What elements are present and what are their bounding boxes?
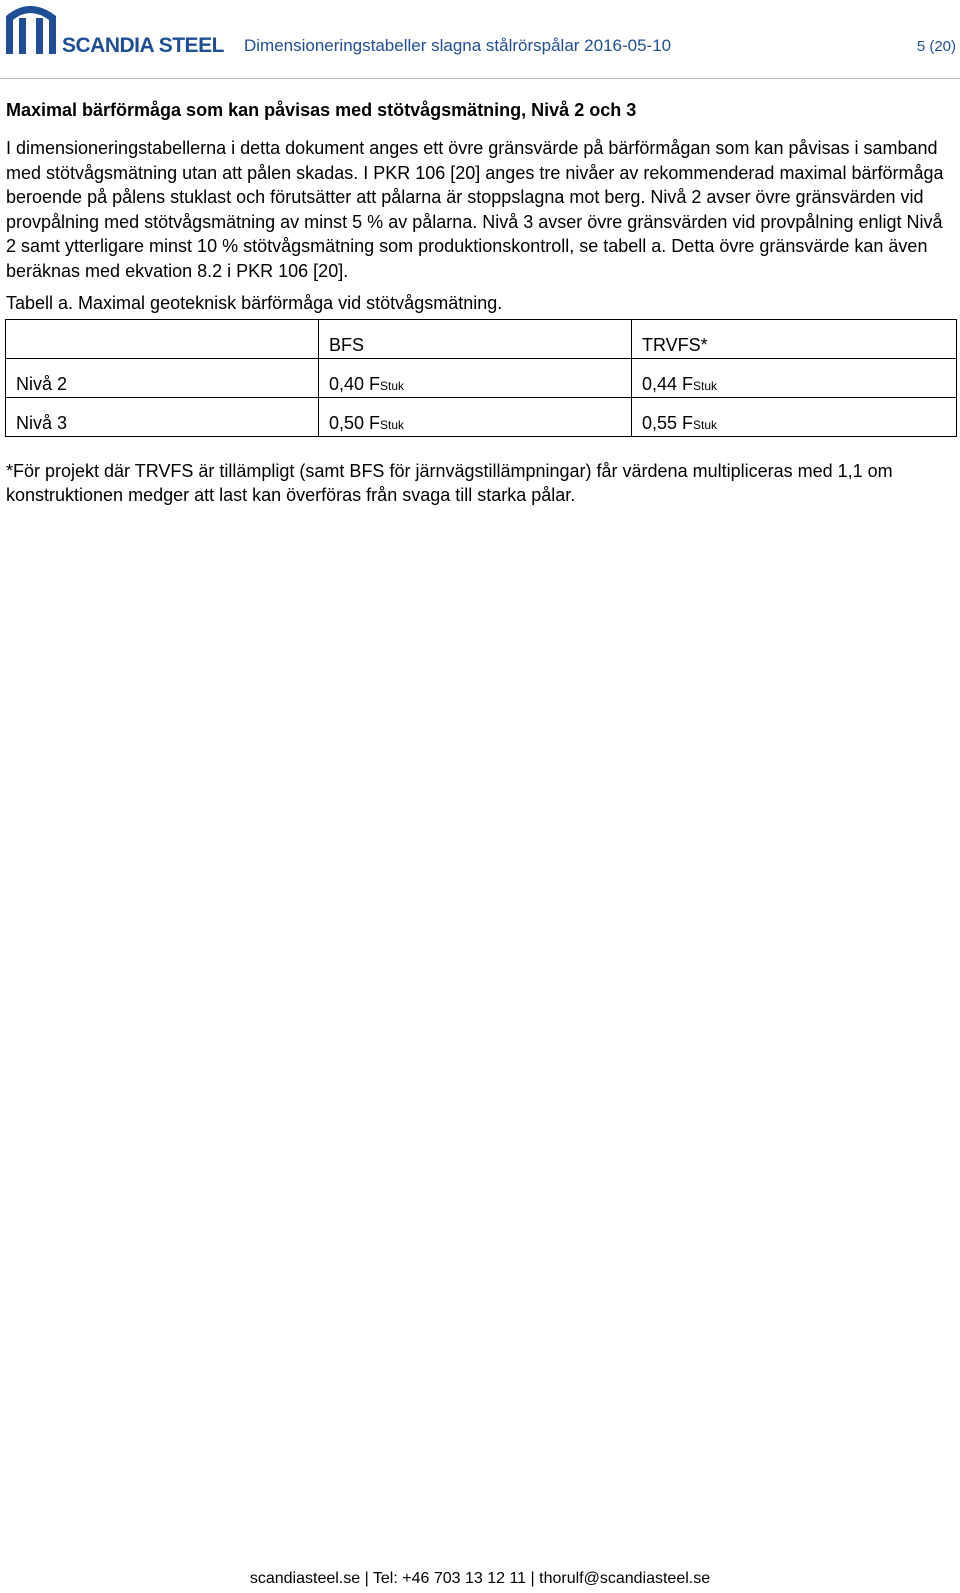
bfs-value: 0,40 FStuk — [319, 359, 632, 398]
page-header — [0, 0, 960, 80]
table-header-cell: TRVFS* — [632, 320, 957, 359]
table-header-cell: BFS — [319, 320, 632, 359]
scandia-steel-logo — [4, 2, 224, 58]
header-divider — [0, 78, 960, 79]
section-heading: Maximal bärförmåga som kan påvisas med stötvågsmätning, Nivå 2 och 3 — [6, 100, 637, 120]
logo-arch-icon — [4, 2, 60, 56]
page-footer: scandiasteel.se | Tel: +46 703 13 12 11 | thorulf@scandiasteel.se — [249, 1570, 711, 1587]
table-footnote: *För projekt där TRVFS är tillämpligt (samt BFS för järnvägstillämpningar) får värdena multipliceras med 1,1 om konstruktionen medger att last kan överföras från svaga till starka pålar. — [6, 461, 893, 505]
row-label: Nivå 2 — [6, 359, 319, 398]
section-paragraph: I dimensioneringstabellerna i detta dokument anges ett övre gränsvärde på bärförmågan som kan påvisas i samband med stötvågsmätning utan att pålen skadas. I PKR 106 [20] anges tre nivåer av rekommenderad maximal bärförmåga beroende på pålens stuklast och förutsätter att pålarna är stoppslagna mot berg. Nivå 2 avser övre gränsvärden vid provpålning med stötvågsmätning av minst 5 % av pålarna. Nivå 3 avser övre gränsvärden vid provpålning enligt Nivå 2 samt ytterligare minst 10 % stötvågsmätning som produktionskontroll, se tabell a. Detta övre gränsvärde kan även beräknas med ekvation 8.2 i PKR 106 [20]. — [6, 138, 944, 281]
row-label: Nivå 3 — [6, 398, 319, 437]
table-caption: Tabell a. Maximal geoteknisk bärförmåga vid stötvågsmätning. — [6, 293, 503, 313]
trvfs-value: 0,55 FStuk — [632, 398, 957, 437]
page-content — [6, 98, 950, 507]
page-number: 5 (20) — [916, 38, 956, 55]
bfs-value: 0,50 FStuk — [319, 398, 632, 437]
brand-name: SCANDIA STEEL — [62, 34, 224, 57]
table-header-cell — [6, 320, 319, 359]
capacity-table — [5, 319, 957, 437]
table-row — [6, 398, 957, 437]
document-title: Dimensioneringstabeller slagna stålrörspålar 2016-05-10 — [244, 36, 672, 55]
table-header-row — [6, 320, 957, 359]
table-row — [6, 359, 957, 398]
trvfs-value: 0,44 FStuk — [632, 359, 957, 398]
